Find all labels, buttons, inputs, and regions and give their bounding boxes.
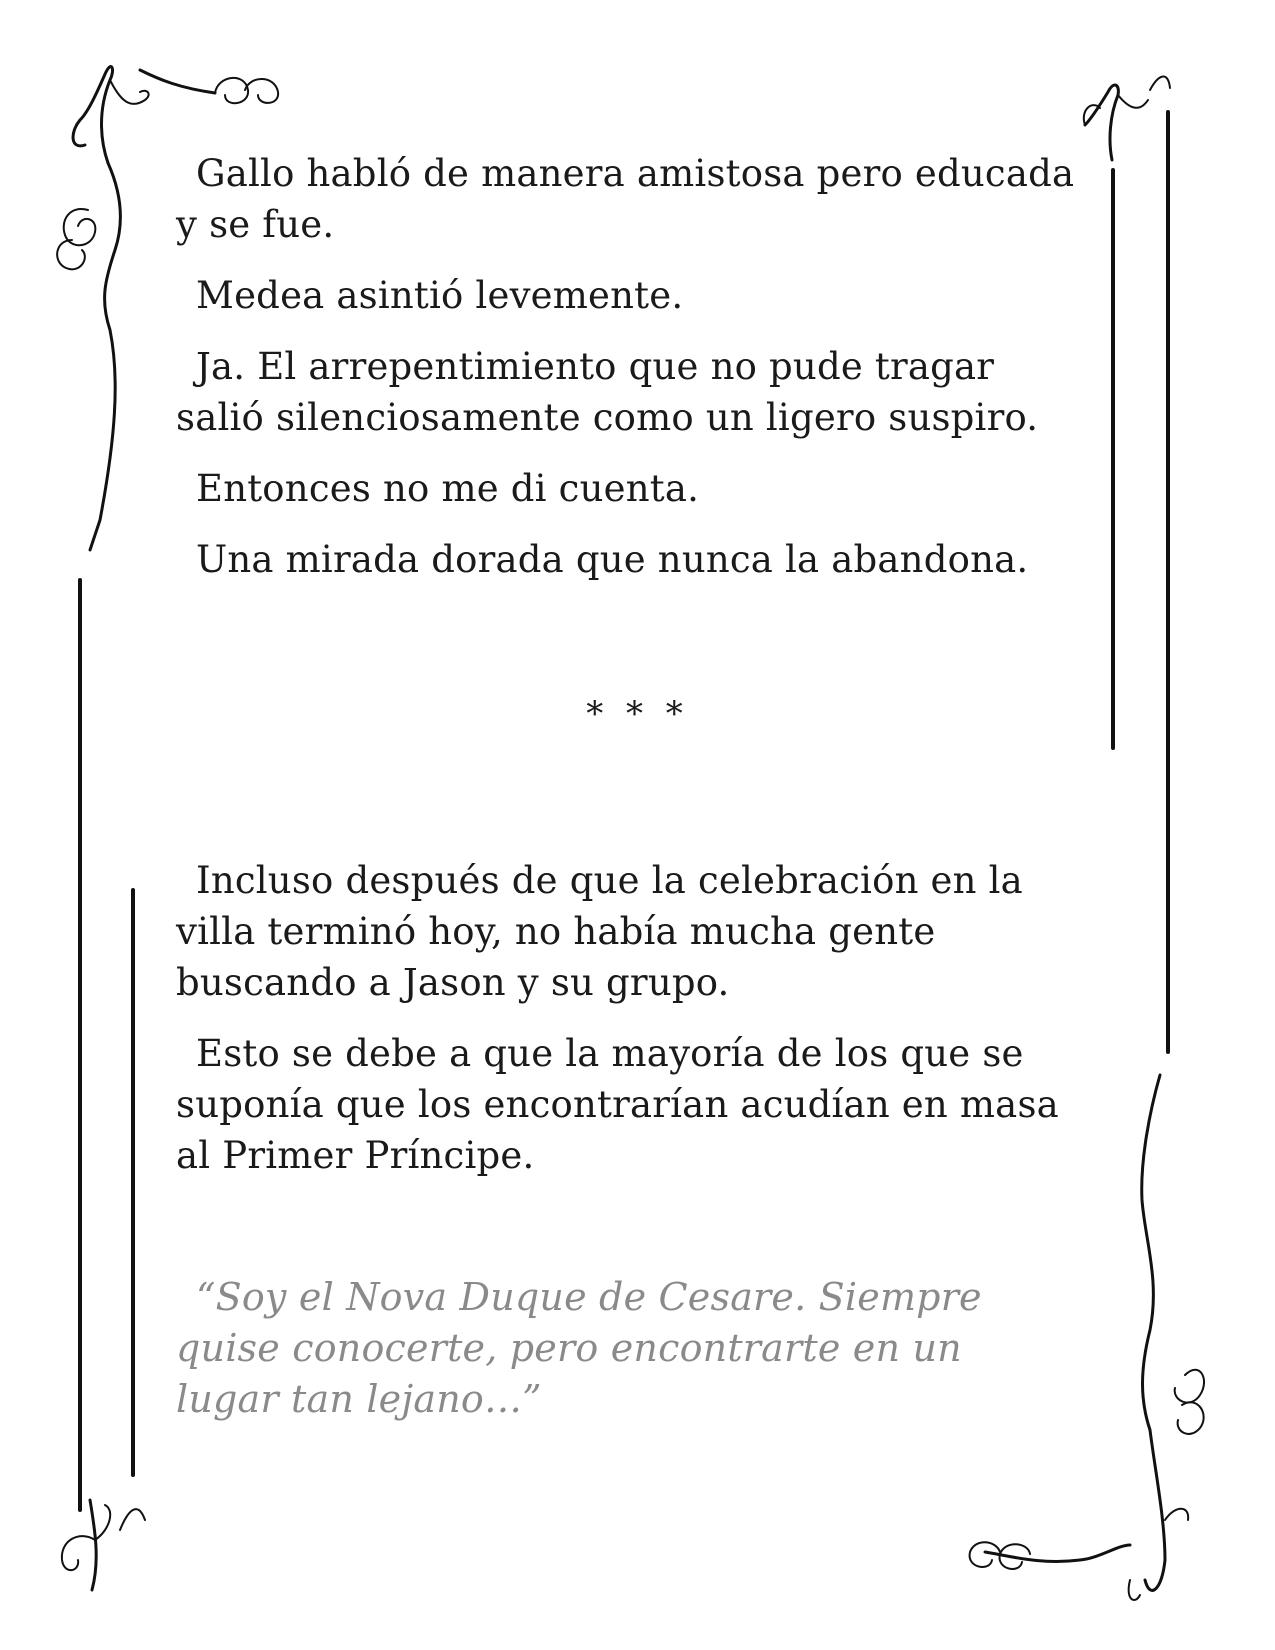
bottom-left-flourish-icon	[62, 1500, 145, 1590]
paragraph: Medea asintió levemente.	[196, 274, 684, 317]
text-section-1	[176, 148, 1076, 585]
text-section-2	[176, 855, 1076, 1181]
dialogue-quote: “Soy el Nova Duque de Cesare. Siempre quise conocerte, pero encontrarte en un lugar tan lejano…”	[176, 1275, 982, 1421]
paragraph: Esto se debe a que la mayoría de los que se suponía que los encontrarían acudían en masa al Primer Príncipe.	[176, 1032, 1059, 1177]
paragraph: Entonces no me di cuenta.	[196, 467, 700, 510]
top-right-flourish-icon	[1084, 76, 1170, 160]
paragraph: Ja. El arrepentimiento que no pude tragar salió silenciosamente como un ligero suspiro.	[176, 345, 1039, 439]
section-separator: * * *	[586, 694, 689, 734]
paragraph: Una mirada dorada que nunca la abandona.	[196, 538, 1029, 581]
paragraph: Incluso después de que la celebración en la villa terminó hoy, no había mucha gente buscando a Jason y su grupo.	[176, 859, 1023, 1004]
paragraph: Gallo habló de manera amistosa pero educada y se fue.	[176, 152, 1075, 246]
